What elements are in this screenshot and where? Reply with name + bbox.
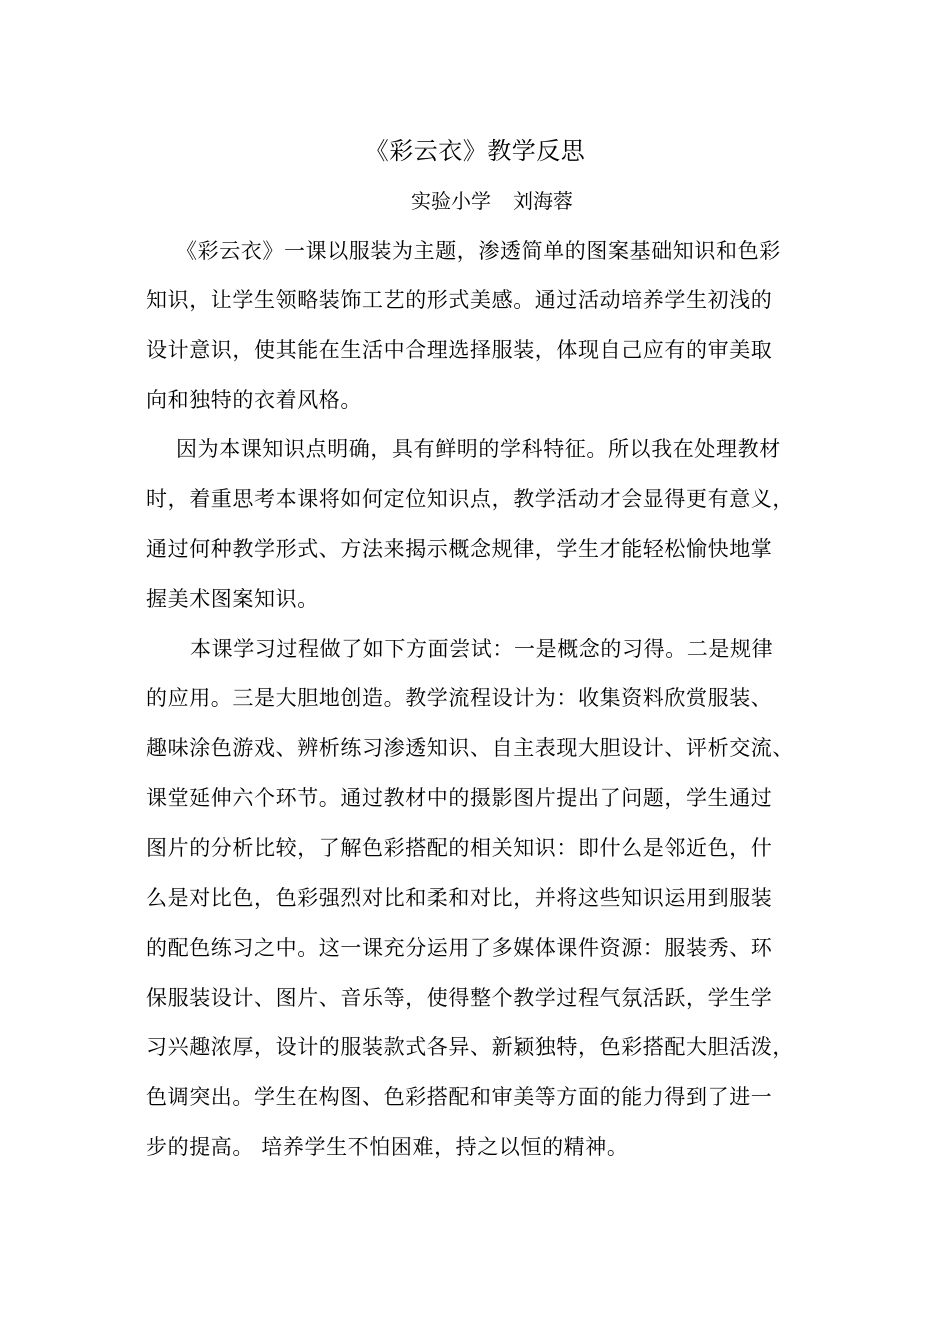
- paragraph-1-line-2: 知识，让学生领略装饰工艺的形式美感。通过活动培养学生初浅的: [146, 288, 773, 312]
- paragraph-3-line-3: 趣味涂色游戏、辨析练习渗透知识、自主表现大胆设计、评析交流、: [146, 736, 794, 760]
- paragraph-3-line-9: 习兴趣浓厚，设计的服装款式各异、新颖独特，色彩搭配大胆活泼，: [146, 1035, 794, 1059]
- paragraph-2-line-3: 通过何种教学形式、方法来揭示概念规律，学生才能轻松愉快地掌: [146, 537, 773, 561]
- paragraph-3-line-2: 的应用。三是大胆地创造。教学流程设计为：收集资料欣赏服装、: [146, 686, 773, 710]
- paragraph-2-line-4: 握美术图案知识。: [146, 587, 319, 611]
- school-name: 实验小学: [411, 189, 491, 213]
- paragraph-3-line-5: 图片的分析比较，了解色彩搭配的相关知识：即什么是邻近色，什: [146, 836, 773, 860]
- paragraph-3-line-1: 本课学习过程做了如下方面尝试：一是概念的习得。二是规律: [190, 637, 774, 661]
- byline: [0, 186, 950, 216]
- paragraph-3-line-4: 课堂延伸六个环节。通过教材中的摄影图片提出了问题，学生通过: [146, 786, 773, 810]
- paragraph-3-line-11: 步的提高。 培养学生不怕困难，持之以恒的精神。: [146, 1135, 629, 1159]
- author-name: 刘海蓉: [513, 189, 573, 213]
- paragraph-1-line-3: 设计意识，使其能在生活中合理选择服装，体现自己应有的审美取: [146, 338, 773, 362]
- paragraph-1-line-1: 《彩云衣》一课以服装为主题，渗透简单的图案基础知识和色彩: [176, 239, 781, 263]
- paragraph-2-line-1: 因为本课知识点明确，具有鲜明的学科特征。所以我在处理教材: [176, 437, 781, 461]
- paragraph-1-line-4: 向和独特的衣着风格。: [146, 388, 362, 412]
- paragraph-2-line-2: 时，着重思考本课将如何定位知识点，教学活动才会显得更有意义，: [146, 487, 794, 511]
- paragraph-3-line-10: 色调突出。学生在构图、色彩搭配和审美等方面的能力得到了进一: [146, 1085, 773, 1109]
- paragraph-3-line-6: 么是对比色，色彩强烈对比和柔和对比，并将这些知识运用到服装: [146, 886, 773, 910]
- document-title: 《彩云衣》教学反思: [364, 137, 586, 165]
- paragraph-3-line-8: 保服装设计、图片、音乐等，使得整个教学过程气氛活跃，学生学: [146, 986, 773, 1010]
- paragraph-3-line-7: 的配色练习之中。这一课充分运用了多媒体课件资源：服装秀、环: [146, 936, 773, 960]
